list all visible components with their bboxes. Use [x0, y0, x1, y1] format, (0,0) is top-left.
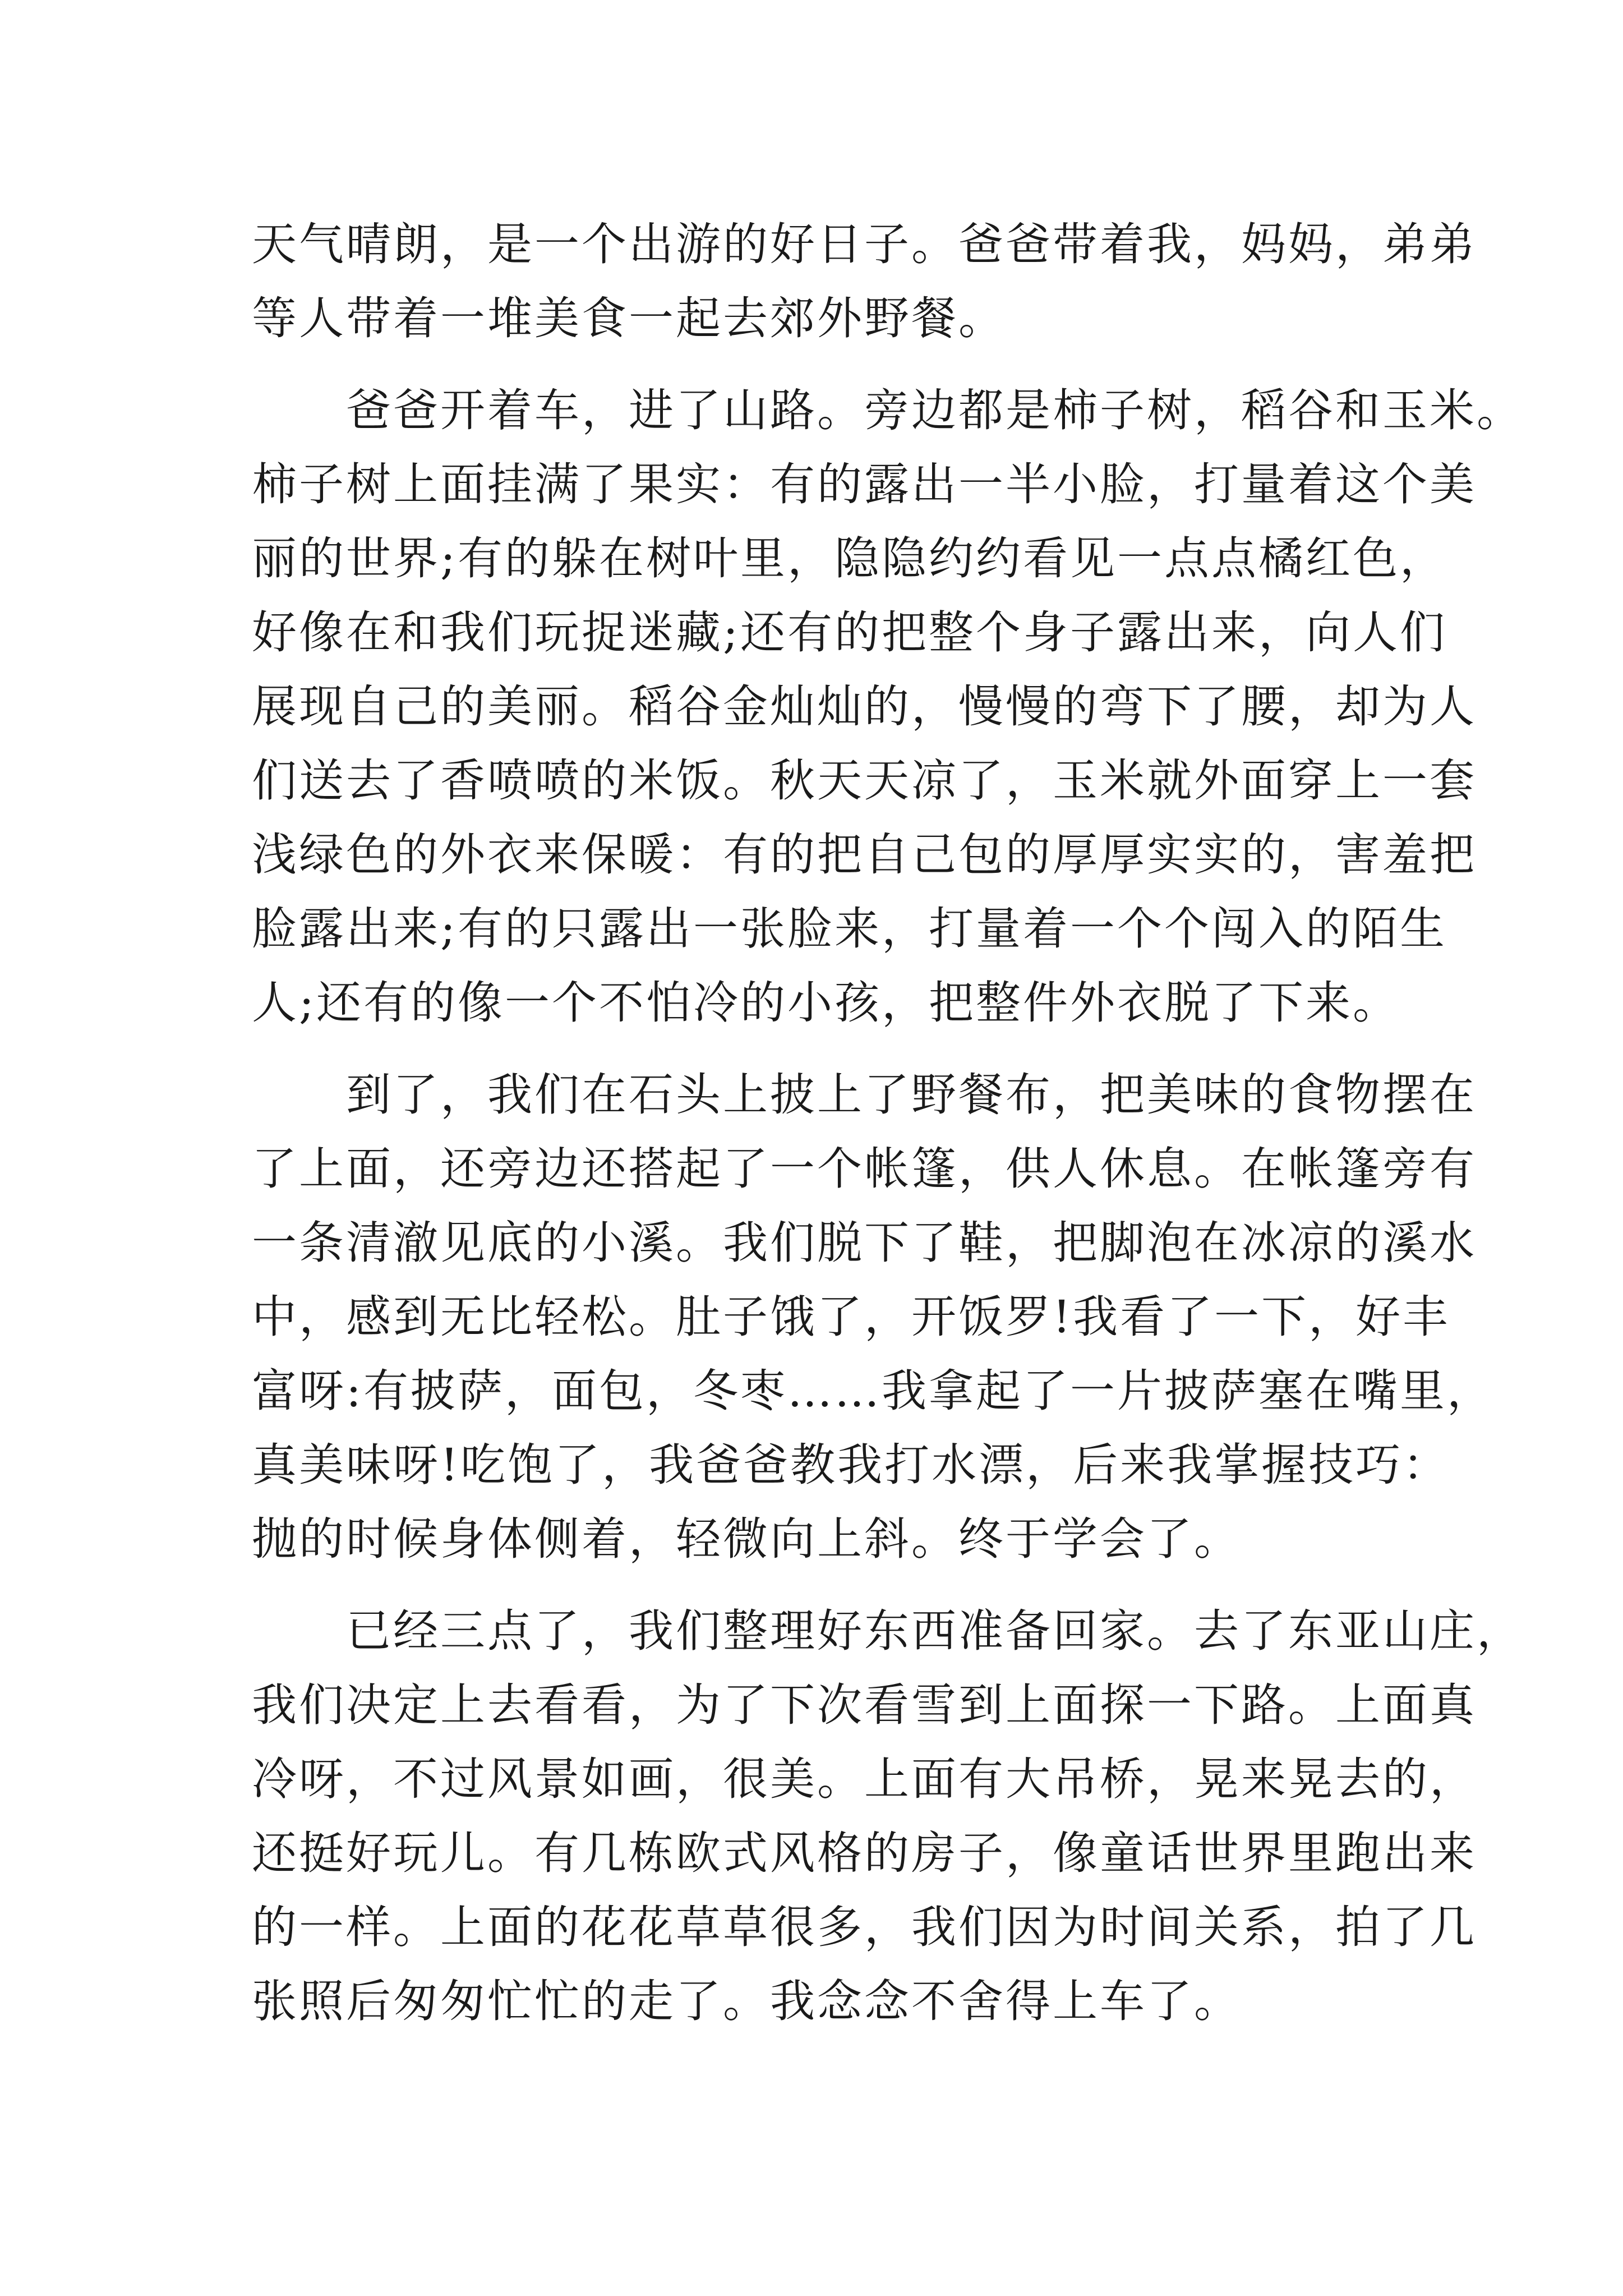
- text-line: 抛的时候身体侧着，轻微向上斜。终于学会了。: [252, 1513, 1241, 1565]
- text-line: 等人带着一堆美食一起去郊外野餐。: [252, 292, 1006, 344]
- text-line: 丽的世界;有的躲在树叶里，隐隐约约看见一点点橘红色，: [252, 532, 1447, 585]
- text-line: 到了，我们在石头上披上了野餐布，把美味的食物摆在: [252, 1069, 1477, 1121]
- text-line: 一条清澈见底的小溪。我们脱下了鞋，把脚泡在冰凉的溪水: [252, 1217, 1477, 1269]
- text-line: 了上面，还旁边还搭起了一个帐篷，供人休息。在帐篷旁有: [252, 1143, 1477, 1195]
- text-line: 脸露出来;有的只露出一张脸来，打量着一个个闯入的陌生: [252, 903, 1447, 955]
- text-line: 真美味呀!吃饱了，我爸爸教我打水漂，后来我掌握技巧：: [252, 1439, 1450, 1491]
- text-line: 中，感到无比轻松。肚子饿了，开饭罗!我看了一下，好丰: [252, 1291, 1450, 1343]
- text-line: 浅绿色的外衣来保暖：有的把自己包的厚厚实实的，害羞把: [252, 829, 1477, 881]
- paragraph-3: [252, 1058, 1494, 1576]
- text-line: 好像在和我们玩捉迷藏;还有的把整个身子露出来，向人们: [252, 606, 1447, 659]
- text-line: 的一样。上面的花花草草很多，我们因为时间关系，拍了几: [252, 1901, 1477, 1953]
- text-line: 天气晴朗，是一个出游的好日子。爸爸带着我，妈妈，弟弟: [252, 218, 1477, 270]
- article-body: [252, 208, 1524, 2039]
- text-line: 还挺好玩儿。有几栋欧式风格的房子，像童话世界里跑出来: [252, 1827, 1477, 1879]
- text-line: 爸爸开着车，进了山路。旁边都是柿子树，稻谷和玉米。: [252, 384, 1524, 436]
- paragraph-2: [252, 374, 1524, 1040]
- text-line: 张照后匆匆忙忙的走了。我念念不舍得上车了。: [252, 1975, 1241, 2027]
- text-line: 人;还有的像一个不怕冷的小孩，把整件外衣脱了下来。: [252, 977, 1400, 1029]
- text-line: 展现自己的美丽。稻谷金灿灿的，慢慢的弯下了腰，却为人: [252, 680, 1477, 733]
- paragraph-1: [252, 208, 1477, 356]
- paragraph-4: [252, 1594, 1524, 2039]
- text-line: 已经三点了，我们整理好东西准备回家。去了东亚山庄，: [252, 1605, 1524, 1657]
- text-line: 冷呀，不过风景如画，很美。上面有大吊桥，晃来晃去的，: [252, 1753, 1477, 1805]
- text-line: 富呀:有披萨，面包，冬枣……我拿起了一片披萨塞在嘴里，: [252, 1365, 1494, 1417]
- text-line: 们送去了香喷喷的米饭。秋天天凉了，玉米就外面穿上一套: [252, 754, 1477, 807]
- text-line: 柿子树上面挂满了果实：有的露出一半小脸，打量着这个美: [252, 458, 1477, 510]
- text-line: 我们决定上去看看，为了下次看雪到上面探一下路。上面真: [252, 1679, 1477, 1731]
